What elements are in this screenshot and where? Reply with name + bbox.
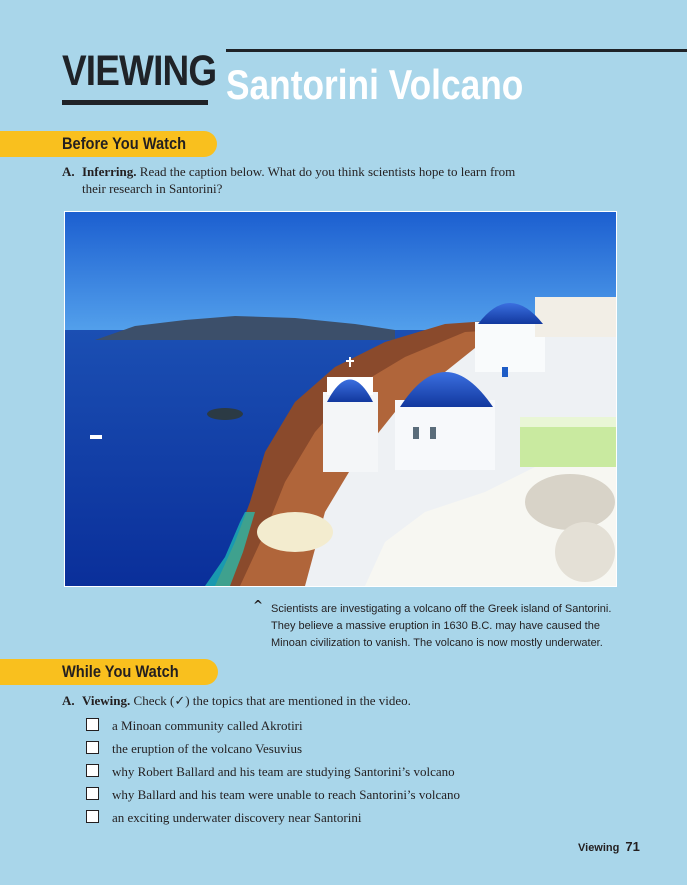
checklist-item-label: why Ballard and his team were unable to reach Santorini’s volcano	[112, 787, 461, 802]
santorini-photo-icon	[65, 212, 616, 586]
checklist-item-label: an exciting underwater discovery near Santorini	[112, 810, 362, 825]
before-item-letter: A.	[62, 164, 75, 179]
checkbox[interactable]	[86, 718, 99, 731]
section-label: VIEWING	[62, 47, 217, 95]
while-item-letter: A.	[62, 693, 75, 708]
photo-caption	[253, 601, 613, 652]
checklist-item-label: the eruption of the volcano Vesuvius	[112, 741, 303, 756]
before-item-text-2: their research in Santorini?	[82, 181, 223, 196]
caption-arrow-icon: ^	[253, 598, 264, 612]
footer-section: Viewing	[578, 842, 620, 854]
checklist-item	[86, 763, 455, 781]
while-item-lead: Viewing.	[82, 693, 131, 708]
santorini-photo	[64, 211, 617, 587]
page-number: 71	[625, 839, 640, 854]
checkbox[interactable]	[86, 764, 99, 777]
caption-text: Scientists are investigating a volcano off the Greek island of Santorini. They believe a massive eruption in 1630 B.C. may have caused the Minoan civilization to vanish. The volcano is now mostly underwater.	[271, 603, 612, 649]
before-you-watch-tab	[0, 131, 217, 157]
title-rule-top	[226, 49, 687, 52]
checklist-item	[86, 809, 361, 827]
before-item-text-1: Read the caption below. What do you think scientists hope to learn from	[139, 164, 516, 179]
while-you-watch-tab	[0, 659, 218, 685]
page-title: Santorini Volcano	[226, 61, 524, 108]
checklist-item	[86, 786, 460, 804]
before-item-lead: Inferring.	[82, 164, 137, 179]
checklist-item-label: a Minoan community called Akrotiri	[112, 718, 303, 733]
checklist-item	[86, 717, 303, 735]
checkbox[interactable]	[86, 741, 99, 754]
checkbox[interactable]	[86, 787, 99, 800]
while-instruction	[62, 692, 532, 709]
while-item-text: Check (✓) the topics that are mentioned in the video.	[133, 693, 411, 708]
page-footer	[578, 839, 640, 854]
while-you-watch-heading: While You Watch	[62, 662, 179, 681]
before-you-watch-heading: Before You Watch	[62, 134, 187, 153]
checkbox[interactable]	[86, 810, 99, 823]
before-instruction	[62, 163, 532, 197]
checklist-item-label: why Robert Ballard and his team are studying Santorini’s volcano	[112, 764, 455, 779]
title-rule-bottom	[62, 100, 208, 105]
checklist-item	[86, 740, 302, 758]
